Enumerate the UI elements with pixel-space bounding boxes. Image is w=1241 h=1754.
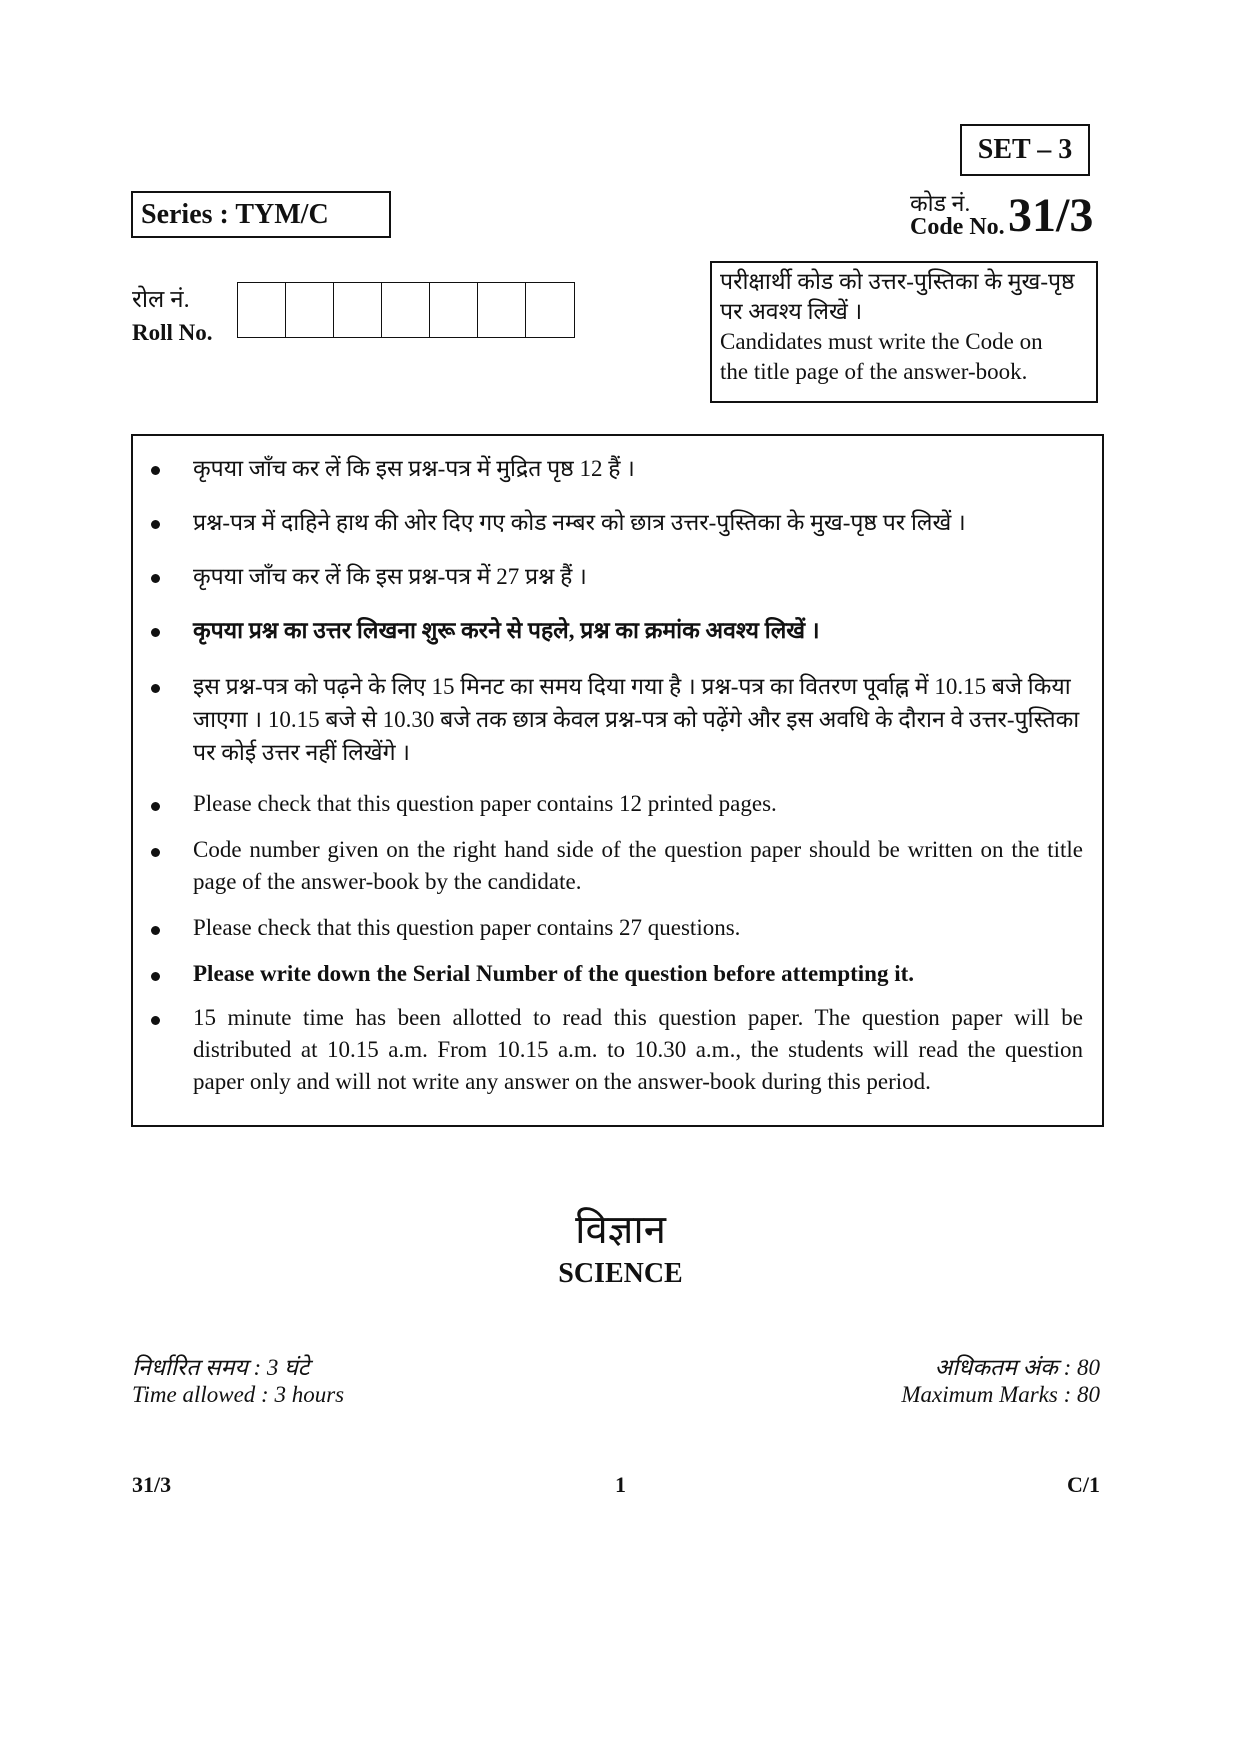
time-allowed-english: Time allowed : 3 hours [132, 1382, 345, 1407]
notice-line: the title page of the answer-book. [720, 359, 1028, 384]
instruction-item: 15 minute time has been allotted to read this question paper. The question paper will be distributed at 10.15 a.m. From 10.15 a.m. to 10.30 a.m., the students will read the question paper only and will not write any answer on the answer-book during this period. [193, 1002, 1083, 1098]
roll-label-hindi: रोल नं. [132, 287, 190, 313]
bullet-icon [151, 520, 160, 529]
notice-line: Candidates must write the Code on [720, 329, 1043, 354]
maximum-marks-hindi: अधिकतम अंक : 80 [934, 1355, 1100, 1380]
bullet-icon [151, 848, 160, 857]
bullet-icon [151, 684, 160, 693]
roll-digit-box[interactable] [238, 283, 286, 337]
bullet-icon [151, 574, 160, 583]
series-label: Series : TYM/C [131, 191, 391, 238]
instruction-item: प्रश्न-पत्र में दाहिने हाथ की ओर दिए गए कोड नम्बर को छात्र उत्तर-पुस्तिका के मुख-पृष्ठ पर लिखें । [193, 506, 1083, 539]
roll-number-boxes[interactable] [237, 282, 575, 338]
page-number: 1 [615, 1472, 626, 1497]
roll-digit-box[interactable] [478, 283, 526, 337]
notice-line: पर अवश्य लिखें । [720, 299, 863, 324]
subject-title-hindi: विज्ञान [575, 1207, 666, 1252]
time-allowed-hindi: निर्धारित समय : 3 घंटे [132, 1355, 310, 1380]
bullet-icon [151, 972, 160, 981]
maximum-marks-english: Maximum Marks : 80 [901, 1382, 1100, 1407]
code-label-hindi: कोड नं. [910, 191, 971, 216]
bullet-icon [151, 802, 160, 811]
instruction-item: कृपया जाँच कर लें कि इस प्रश्न-पत्र में मुद्रित पृष्ठ 12 हैं । [193, 452, 1083, 485]
code-label-english: Code No. [910, 214, 1005, 240]
notice-line: परीक्षार्थी कोड को उत्तर-पुस्तिका के मुख-पृष्ठ [720, 269, 1075, 294]
bullet-icon [151, 1016, 160, 1025]
code-number: 31/3 [1008, 189, 1094, 242]
candidate-notice-box [710, 261, 1098, 403]
footer-code: 31/3 [132, 1472, 172, 1497]
set-label: SET – 3 [960, 124, 1090, 176]
subject-title-english: SCIENCE [558, 1258, 683, 1289]
instruction-item: कृपया जाँच कर लें कि इस प्रश्न-पत्र में 27 प्रश्न हैं । [193, 560, 1083, 593]
roll-digit-box[interactable] [526, 283, 574, 337]
roll-digit-box[interactable] [334, 283, 382, 337]
instruction-item: कृपया प्रश्न का उत्तर लिखना शुरू करने से पहले, प्रश्न का क्रमांक अवश्य लिखें । [193, 614, 1083, 647]
bullet-icon [151, 466, 160, 475]
roll-label-english: Roll No. [132, 320, 213, 345]
footer-set-code: C/1 [1067, 1472, 1100, 1497]
instruction-item: Code number given on the right hand side of the question paper should be written on the title page of the answer-book by the candidate. [193, 834, 1083, 898]
bullet-icon [151, 628, 160, 637]
bullet-icon [151, 926, 160, 935]
instruction-item: Please check that this question paper contains 27 questions. [193, 912, 1083, 944]
roll-digit-box[interactable] [286, 283, 334, 337]
roll-digit-box[interactable] [430, 283, 478, 337]
instruction-item: इस प्रश्न-पत्र को पढ़ने के लिए 15 मिनट का समय दिया गया है । प्रश्न-पत्र का वितरण पूर्वाह्न में 10.15 बजे किया जाएगा । 10.15 बजे से 10.30 बजे तक छात्र केवल प्रश्न-पत्र को पढ़ेंगे और इस अवधि के दौरान वे उत्तर-पुस्तिका पर कोई उत्तर नहीं लिखेंगे । [193, 670, 1083, 769]
instruction-item: Please check that this question paper contains 12 printed pages. [193, 788, 1083, 820]
roll-digit-box[interactable] [382, 283, 430, 337]
instructions-box [131, 434, 1104, 1127]
instruction-item: Please write down the Serial Number of the question before attempting it. [193, 958, 1083, 990]
